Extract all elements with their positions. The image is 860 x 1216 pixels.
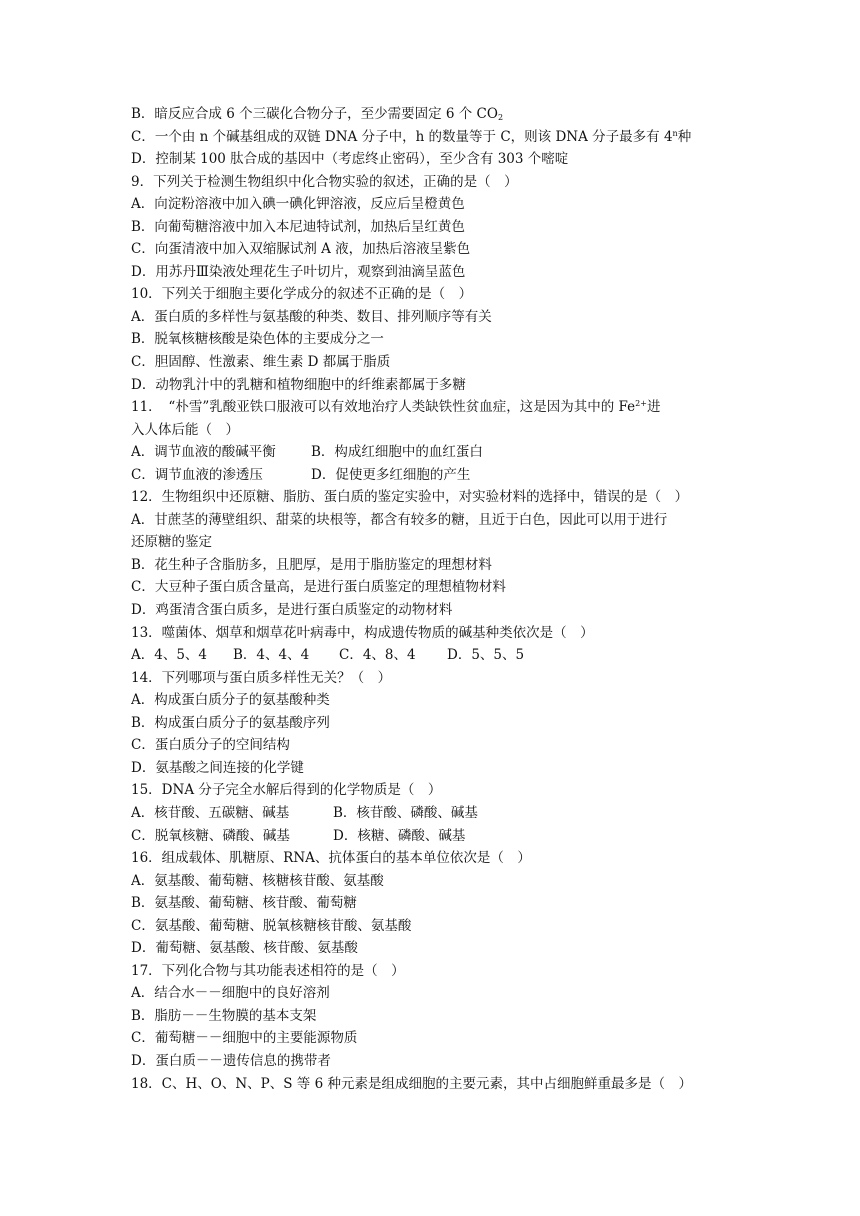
question-9: 9．下列关于检测生物组织中化合物实验的叙述，正确的是（ ） (131, 173, 518, 190)
option-9c: C．向蛋清液中加入双缩脲试剂 A 液，加热后溶液呈紫色 (131, 241, 471, 258)
option-10b: B．脱氧核糖核酸是染色体的主要成分之一 (131, 331, 384, 348)
option-14a: A．构成蛋白质分子的氨基酸种类 (131, 692, 330, 709)
option-16d: D．葡萄糖、氨基酸、核苷酸、氨基酸 (131, 940, 358, 957)
option-17b: B．脂肪－－生物膜的基本支架 (131, 1007, 317, 1024)
options-15ab (131, 802, 731, 825)
question-17: 17．下列化合物与其功能表述相符的是（ ） (131, 962, 405, 979)
option-13d: D．5、5、5 (447, 647, 525, 664)
option-11a: A．调节血液的酸碱平衡 (131, 444, 276, 461)
option-16b: B．氨基酸、葡萄糖、核苷酸、葡萄糖 (131, 895, 357, 912)
option-12c: C．大豆种子蛋白质含量高，是进行蛋白质鉴定的理想植物材料 (131, 579, 506, 596)
option-8d: D．控制某 100 肽合成的基因中（考虑终止密码），至少含有 303 个嘧啶 (131, 151, 569, 168)
option-9a: A．向淀粉溶液中加入碘一碘化钾溶液，反应后呈橙黄色 (131, 196, 465, 213)
option-11d: D．促使更多红细胞的产生 (311, 466, 471, 483)
question-14: 14．下列哪项与蛋白质多样性无关？（ ） (131, 669, 392, 686)
option-10c: C．胆固醇、性激素、维生素 D 都属于脂质 (131, 354, 391, 371)
option-12a-continued: 还原糖的鉴定 (131, 534, 212, 551)
exponent-n: n (672, 128, 678, 138)
option-17a: A．结合水－－细胞中的良好溶剂 (131, 985, 330, 1002)
option-12a: A．甘蔗茎的薄壁组织、甜菜的块根等，都含有较多的糖，且近于白色，因此可以用于进行 (131, 511, 668, 528)
question-15: 15．DNA 分子完全水解后得到的化学物质是（ ） (131, 782, 442, 799)
option-14d: D．氨基酸之间连接的化学键 (131, 759, 304, 776)
option-17d: D．蛋白质－－遗传信息的携带者 (131, 1052, 331, 1069)
options-15cd (131, 825, 731, 848)
option-16a: A．氨基酸、葡萄糖、核糖核苷酸、氨基酸 (131, 872, 384, 889)
option-9d: D．用苏丹Ⅲ染液处理花生子叶切片，观察到油滴呈蓝色 (131, 263, 466, 280)
option-8b: B．暗反应合成 6 个三碳化合物分子，至少需要固定 6 个 $CO_2$ (131, 106, 504, 122)
option-15d: D．核糖、磷酸、碱基 (333, 827, 466, 844)
option-13a: A．4、5、4 (131, 647, 208, 664)
option-17c: C．葡萄糖－－细胞中的主要能源物质 (131, 1030, 358, 1047)
option-12b: B．花生种子含脂肪多，且肥厚，是用于脂肪鉴定的理想材料 (131, 556, 492, 573)
question-12: 12．生物组织中还原糖、脂肪、蛋白质的鉴定实验中，对实验材料的选择中，错误的是（ ） (131, 489, 689, 506)
options-13 (131, 644, 731, 667)
option-14b: B．构成蛋白质分子的氨基酸序列 (131, 714, 330, 731)
options-11cd (131, 464, 731, 487)
option-11b: B．构成红细胞中的血红蛋白 (311, 444, 483, 461)
option-8c: C．一个由 n 个碱基组成的双链 DNA 分子中，h 的数量等于 C，则该 DNA 分子最多有 4$^n$种 (131, 128, 692, 145)
option-15b: B．核苷酸、磷酸、碱基 (333, 804, 478, 821)
option-15c: C．脱氧核糖、磷酸、碱基 (131, 827, 290, 844)
question-11-continued: 入人体后能（ ） (131, 421, 239, 438)
option-11c: C．调节血液的渗透压 (131, 466, 263, 483)
option-14c: C．蛋白质分子的空间结构 (131, 737, 290, 754)
option-12d: D．鸡蛋清含蛋白质多，是进行蛋白质鉴定的动物材料 (131, 602, 453, 619)
question-16: 16．组成载体、肌糖原、RNA、抗体蛋白的基本单位依次是（ ） (131, 850, 531, 867)
option-10d: D．动物乳汁中的乳糖和植物细胞中的纤维素都属于多糖 (131, 376, 466, 393)
option-13c: C．4、8、4 (339, 647, 416, 664)
question-text (131, 103, 731, 1095)
co2-subscript: 2 (497, 113, 504, 122)
options-11ab (131, 441, 731, 464)
option-13b: B．4、4、4 (233, 647, 310, 664)
option-15a: A．核苷酸、五碳糖、碱基 (131, 804, 290, 821)
option-9b: B．向葡萄糖溶液中加入本尼迪特试剂，加热后呈红黄色 (131, 218, 465, 235)
question-10: 10．下列关于细胞主要化学成分的叙述不正确的是（ ） (131, 286, 473, 303)
question-13: 13．噬菌体、烟草和烟草花叶病毒中，构成遗传物质的碱基种类依次是（ ） (131, 624, 594, 641)
question-18: 18．C、H、O、N、P、S 等 6 种元素是组成细胞的主要元素，其中占细胞鲜重最多是（ ） (131, 1075, 692, 1092)
question-11: 11． “朴雪”乳酸亚铁口服液可以有效地治疗人类缺铁性贫血症，这是因为其中的 $Fe^{2+}$进 (131, 399, 661, 416)
option-16c: C．氨基酸、葡萄糖、脱氧核糖核苷酸、氨基酸 (131, 917, 412, 934)
option-10a: A．蛋白质的多样性与氨基酸的种类、数目、排列顺序等有关 (131, 308, 492, 325)
fe-charge-superscript: 2+ (635, 399, 647, 409)
